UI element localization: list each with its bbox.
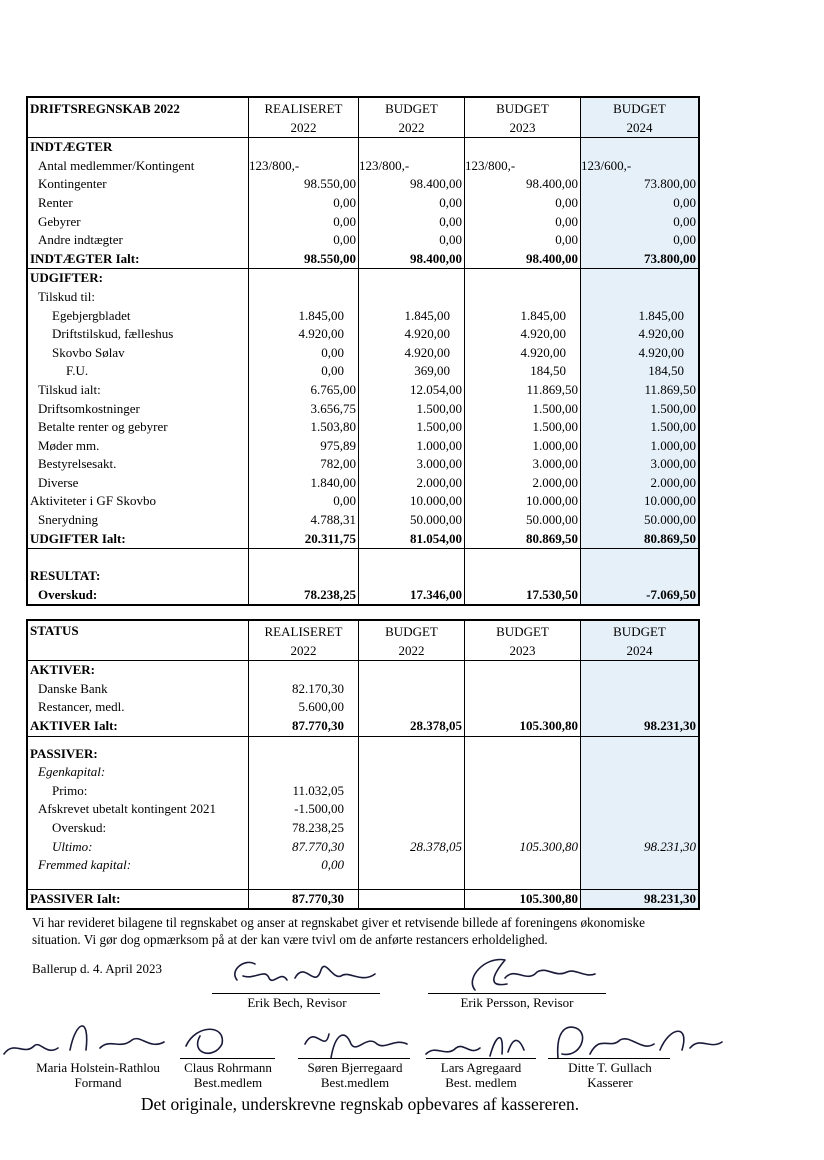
cell: 1.500,00 [358, 400, 464, 419]
cell: 50.000,00 [358, 511, 464, 530]
row-label: Skovbo Sølav [52, 344, 125, 360]
signature-line-erik-persson [428, 993, 606, 994]
drift-table [26, 96, 700, 606]
overskud-cell: 17.530,50 [464, 586, 580, 605]
col-header-budget-2024: BUDGET 2024 [580, 98, 698, 137]
signature-line-soren-bjerregaard [298, 1058, 410, 1059]
income-total-label: INDTÆGTER Ialt: [30, 250, 140, 266]
row-label: F.U. [66, 363, 89, 379]
aktiver-section-header: AKTIVER: [28, 660, 248, 680]
cell: 11.032,05 [248, 782, 358, 801]
cell: 3.000,00 [464, 455, 580, 474]
statement-line-2: situation. Vi gør dog opmærksom på at der kan være tvivl om de anførte restancers erholdelighed. [32, 932, 548, 947]
afskrevet-label: Afskrevet ubetalt kontingent 2021 [38, 801, 216, 817]
row-label: Andre indtægter [38, 232, 123, 248]
row-label: Driftsomkostninger [38, 400, 140, 416]
drift-title: DRIFTSREGNSKAB 2022 [30, 101, 180, 116]
overskud-cell: -7.069,50 [580, 586, 698, 605]
cell: 0,00 [248, 344, 358, 363]
aktiver-total-label: AKTIVER Ialt: [30, 717, 118, 733]
cell: 98.400,00 [464, 175, 580, 194]
row-label: Gebyrer [38, 213, 81, 229]
ultimo-label: Ultimo: [52, 838, 93, 854]
row-label: Aktiviteter i GF Skovbo [30, 493, 157, 509]
signer-soren-bjerregaard: Søren Bjerregaard Best.medlem [307, 1060, 403, 1090]
income-total-cell: 73.800,00 [580, 250, 698, 269]
cell: 1.503,80 [248, 418, 358, 437]
signer-claus-rohrmann: Claus Rohrmann Best.medlem [184, 1060, 272, 1090]
signer-lars-agregaard: Lars Agregaard Best. medlem [440, 1060, 522, 1090]
col-header-budget-2024: BUDGET 2024 [580, 621, 698, 660]
row-label: Diverse [38, 474, 79, 490]
cell: 0,00 [248, 856, 358, 875]
row-label: Restancer, medl. [38, 699, 125, 715]
signature-line-erik-bech [212, 993, 380, 994]
expense-total-cell: 80.869,50 [580, 530, 698, 549]
place-date: Ballerup d. 4. April 2023 [32, 961, 162, 976]
row-label: Renter [38, 194, 73, 210]
egenkapital-label: Egenkapital: [38, 764, 106, 780]
cell: 184,50 [580, 362, 698, 381]
cell: 4.920,00 [358, 325, 464, 344]
cell: 105.300,80 [464, 838, 580, 857]
expense-section-header: UDGIFTER: [28, 268, 248, 288]
signature-line-ditte-gullach [548, 1058, 670, 1059]
row-label: Antal medlemmer/Kontingent [38, 157, 195, 173]
col-header-realiseret-2022: REALISERET 2022 [248, 621, 358, 660]
passiver-total-cell: 98.231,30 [580, 889, 698, 909]
cell: 0,00 [358, 194, 464, 213]
income-total-cell: 98.550,00 [248, 250, 358, 269]
cell: 782,00 [248, 455, 358, 474]
statement-line-1: Vi har revideret bilagene til regnskabet og anser at regnskabet giver et retvisende billede af foreningens økonomiske [32, 915, 645, 930]
cell: 73.800,00 [580, 175, 698, 194]
cell: 1.000,00 [358, 437, 464, 456]
income-total-cell: 98.400,00 [464, 250, 580, 269]
cell: 4.920,00 [580, 325, 698, 344]
cell: 1.000,00 [580, 437, 698, 456]
cell: 1.845,00 [248, 307, 358, 326]
cell: 123/800,- [464, 157, 580, 176]
cell: 10.000,00 [464, 492, 580, 511]
cell: 369,00 [358, 362, 464, 381]
status-table [26, 619, 700, 910]
col-header-budget-2022: BUDGET 2022 [358, 98, 464, 137]
income-section-header: INDTÆGTER [28, 137, 248, 157]
cell: 975,89 [248, 437, 358, 456]
cell: 0,00 [248, 231, 358, 250]
passiver-total-cell: 87.770,30 [248, 889, 358, 909]
expense-total-cell: 20.311,75 [248, 530, 358, 549]
cell: 123/600,- [580, 157, 698, 176]
cell: 87.770,30 [248, 838, 358, 857]
row-label: Tilskud ialt: [38, 381, 101, 397]
cell: 10.000,00 [580, 492, 698, 511]
cell: 11.869,50 [464, 381, 580, 400]
row-label: Danske Bank [38, 680, 108, 696]
row-label: Kontingenter [38, 176, 107, 192]
income-total-cell: 98.400,00 [358, 250, 464, 269]
signature-line-claus-rohrmann [180, 1058, 275, 1059]
cell: 2.000,00 [464, 474, 580, 493]
cell: 1.000,00 [464, 437, 580, 456]
cell: 123/800,- [358, 157, 464, 176]
name-erik-bech: Erik Bech, Revisor [247, 995, 347, 1010]
cell: 0,00 [464, 213, 580, 232]
passiver-total-label: PASSIVER Ialt: [28, 889, 248, 909]
name-erik-persson: Erik Persson, Revisor [460, 995, 574, 1010]
expense-total-label: UDGIFTER Ialt: [30, 530, 126, 546]
footer-note: Det originale, underskrevne regnskab opbevares af kassereren. [140, 1094, 580, 1114]
row-label: Snerydning [38, 512, 98, 528]
cell: 1.845,00 [464, 307, 580, 326]
aktiver-total-cell: 87.770,30 [248, 717, 358, 736]
cell: 1.500,00 [580, 400, 698, 419]
row-label: Møder mm. [38, 437, 100, 453]
primo-label: Primo: [52, 782, 88, 798]
cell: 2.000,00 [358, 474, 464, 493]
cell: -1.500,00 [248, 800, 358, 819]
aktiver-total-cell: 98.231,30 [580, 717, 698, 736]
cell: 0,00 [358, 213, 464, 232]
status-title: STATUS [30, 623, 79, 638]
cell: 82.170,30 [248, 680, 358, 699]
aktiver-total-cell: 105.300,80 [464, 717, 580, 736]
cell: 4.920,00 [358, 344, 464, 363]
cell: 1.500,00 [358, 418, 464, 437]
cell: 0,00 [580, 231, 698, 250]
cell: 3.000,00 [358, 455, 464, 474]
fremmed-label: Fremmed kapital: [38, 857, 132, 873]
cell: 4.920,00 [580, 344, 698, 363]
cell: 184,50 [464, 362, 580, 381]
cell: 12.054,00 [358, 381, 464, 400]
cell: 0,00 [464, 231, 580, 250]
cell: 123/800,- [248, 157, 358, 176]
cell: 0,00 [464, 194, 580, 213]
signer-maria-holstein-rathlou: Maria Holstein-Rathlou Formand [36, 1060, 160, 1090]
cell: 4.788,31 [248, 511, 358, 530]
overskud-cell: 17.346,00 [358, 586, 464, 605]
expense-total-cell: 80.869,50 [464, 530, 580, 549]
cell: 0,00 [580, 213, 698, 232]
passiver-section-header: PASSIVER: [30, 745, 98, 761]
row-label: Driftstilskud, fælleshus [52, 326, 174, 342]
col-header-budget-2023: BUDGET 2023 [464, 621, 580, 660]
cell: 0,00 [248, 194, 358, 213]
cell: 5.600,00 [248, 698, 358, 717]
aktiver-total-cell: 28.378,05 [358, 717, 464, 736]
cell: 98.231,30 [580, 838, 698, 857]
cell: 4.920,00 [464, 325, 580, 344]
row-label: Egebjergbladet [52, 307, 131, 323]
cell: 3.000,00 [580, 455, 698, 474]
cell: 1.500,00 [464, 418, 580, 437]
overskud-label: Overskud: [52, 819, 107, 835]
cell: 1.840,00 [248, 474, 358, 493]
cell: 0,00 [248, 492, 358, 511]
cell: 0,00 [358, 231, 464, 250]
overskud-label: Overskud: [38, 586, 98, 602]
col-header-budget-2022: BUDGET 2022 [358, 621, 464, 660]
cell: 1.845,00 [358, 307, 464, 326]
passiver-total-cell: 105.300,80 [464, 889, 580, 909]
signer-ditte-gullach: Ditte T. Gullach Kasserer [568, 1060, 652, 1090]
cell: 10.000,00 [358, 492, 464, 511]
cell: 3.656,75 [248, 400, 358, 419]
cell: 1.500,00 [580, 418, 698, 437]
cell: 0,00 [248, 362, 358, 381]
cell: 50.000,00 [580, 511, 698, 530]
cell: 6.765,00 [248, 381, 358, 400]
cell: 0,00 [580, 194, 698, 213]
cell: 78.238,25 [248, 819, 358, 838]
row-label: Bestyrelsesakt. [38, 456, 117, 472]
overskud-cell: 78.238,25 [248, 586, 358, 605]
cell: 4.920,00 [248, 325, 358, 344]
cell: 11.869,50 [580, 381, 698, 400]
result-section-header: RESULTAT: [30, 568, 101, 584]
cell: 98.400,00 [358, 175, 464, 194]
col-header-realiseret-2022: REALISERET 2022 [248, 98, 358, 137]
cell: 98.550,00 [248, 175, 358, 194]
cell: 1.500,00 [464, 400, 580, 419]
signature-line-lars-agregaard [426, 1058, 536, 1059]
row-label: Betalte renter og gebyrer [38, 419, 168, 435]
cell: 4.920,00 [464, 344, 580, 363]
passiver-total-cell [358, 889, 464, 909]
cell: 28.378,05 [358, 838, 464, 857]
expense-total-cell: 81.054,00 [358, 530, 464, 549]
tilskud-til-label: Tilskud til: [38, 288, 95, 304]
cell: 50.000,00 [464, 511, 580, 530]
col-header-budget-2023: BUDGET 2023 [464, 98, 580, 137]
cell: 0,00 [248, 213, 358, 232]
cell: 1.845,00 [580, 307, 698, 326]
cell: 2.000,00 [580, 474, 698, 493]
audit-statement [32, 914, 722, 948]
